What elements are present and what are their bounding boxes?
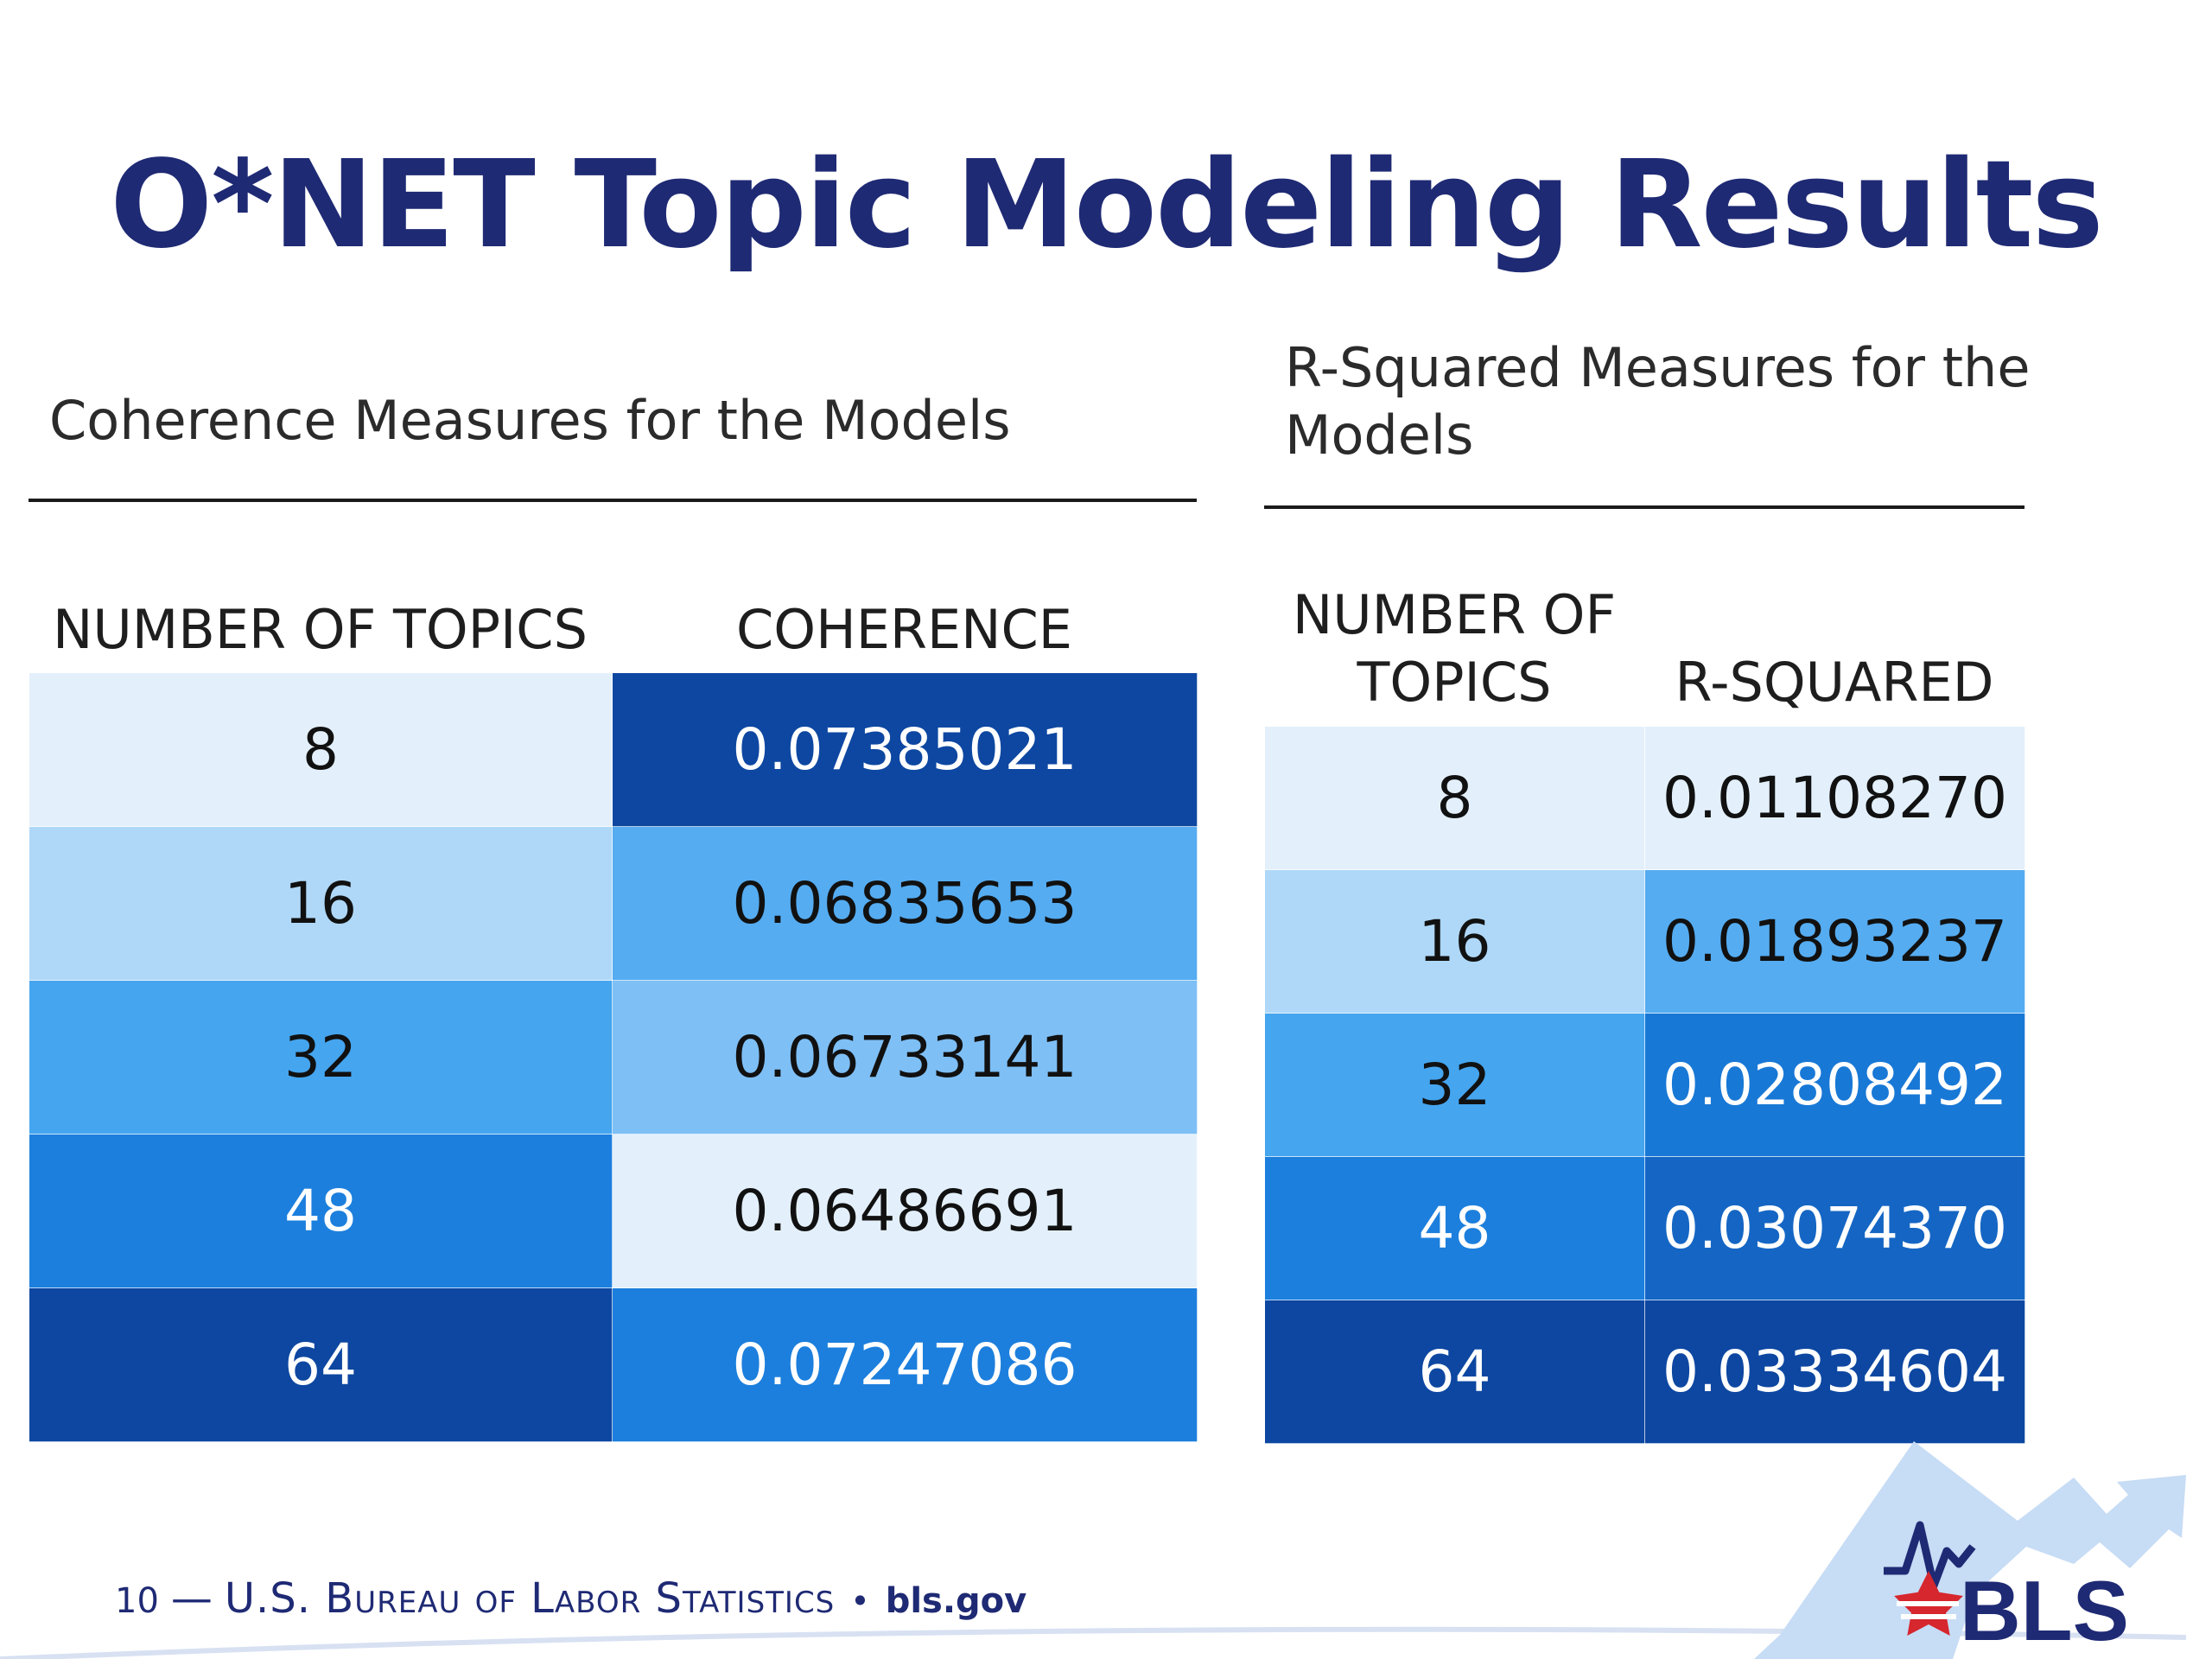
logo-stripe (1897, 1601, 1959, 1606)
logo-text: BLS (1960, 1563, 2129, 1658)
rsquared-col-value-header: R-SQUARED (1675, 651, 1994, 714)
coherence-topics-cell: 64 (29, 1288, 613, 1442)
rsquared-col-topics-header-line2: TOPICS (1357, 651, 1552, 714)
coherence-topics-cell: 16 (29, 827, 613, 981)
logo-stripe (1901, 1614, 1956, 1619)
rsquared-value-cell: 0.01893237 (1645, 870, 2025, 1014)
rsquared-topics-cell: 8 (1265, 727, 1645, 870)
coherence-topics-cell: 48 (29, 1135, 613, 1288)
coherence-caption: Coherence Measures for the Models (49, 389, 1011, 452)
coherence-value-cell: 0.07385021 (613, 673, 1198, 827)
coherence-value-cell: 0.06733141 (613, 981, 1198, 1135)
rsquared-topics-cell: 16 (1265, 870, 1645, 1014)
rsquared-caption-line2: Models (1285, 404, 1474, 467)
coherence-value-cell: 0.06835653 (613, 827, 1198, 981)
coherence-value-cell: 0.07247086 (613, 1288, 1198, 1442)
rsquared-topics-cell: 48 (1265, 1157, 1645, 1300)
rsquared-topics-cell: 32 (1265, 1014, 1645, 1157)
footer-dash: — (170, 1574, 213, 1623)
coherence-topics-cell: 32 (29, 981, 613, 1135)
rsquared-topics-cell: 64 (1265, 1300, 1645, 1444)
page-number: 10 (115, 1581, 159, 1621)
coherence-col-value-header: COHERENCE (736, 598, 1072, 661)
slide-title: O*NET Topic Modeling Results (110, 135, 2102, 276)
footer-bullet: • (850, 1582, 870, 1620)
rsquared-value-cell: 0.03334604 (1645, 1300, 2025, 1444)
rsquared-value-cell: 0.02808492 (1645, 1014, 2025, 1157)
rsquared-value-cell: 0.01108270 (1645, 727, 2025, 870)
coherence-topics-cell: 8 (29, 673, 613, 827)
coherence-col-topics-header: NUMBER OF TOPICS (53, 598, 588, 661)
agency-name: U.S. Bureau of Labor Statistics (224, 1574, 836, 1623)
rsquared-caption-line1: R-Squared Measures for the (1285, 336, 2031, 399)
site-link: bls.gov (885, 1581, 1027, 1621)
rsquared-value-cell: 0.03074370 (1645, 1157, 2025, 1300)
rsquared-col-topics-header-line1: NUMBER OF (1292, 583, 1617, 646)
coherence-value-cell: 0.06486691 (613, 1135, 1198, 1288)
